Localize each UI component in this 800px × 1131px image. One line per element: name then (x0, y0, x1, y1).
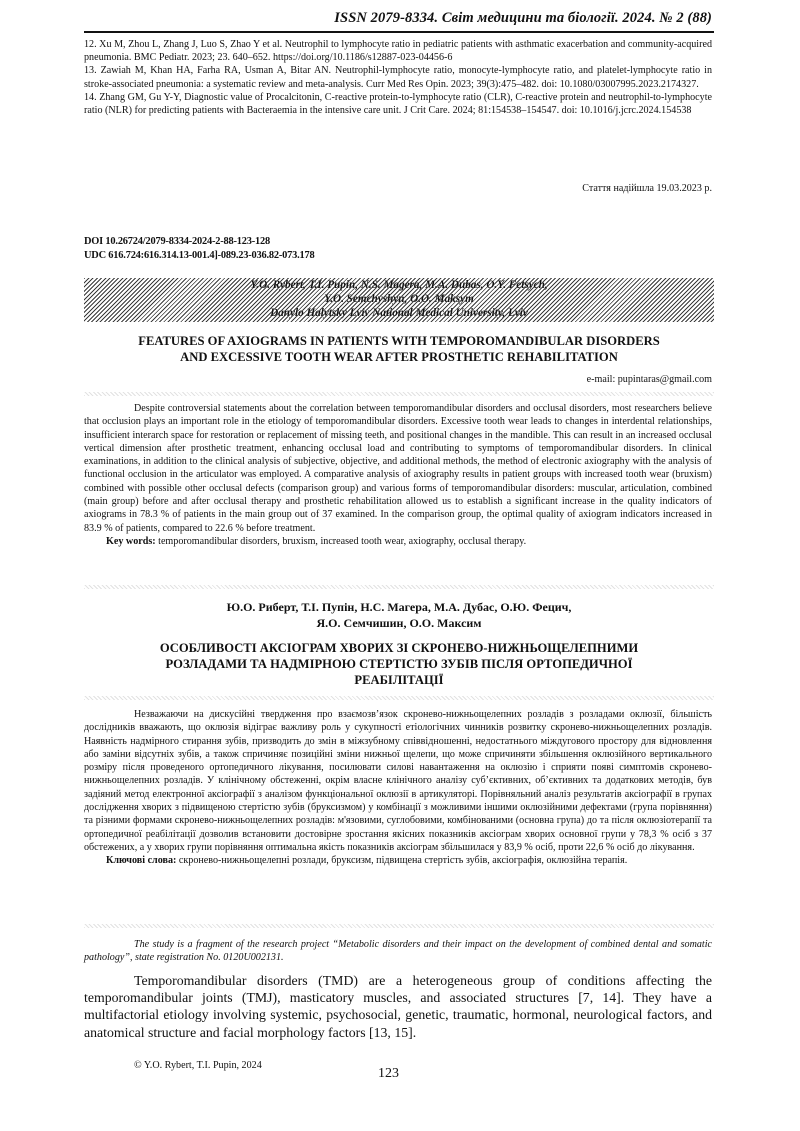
authors-block-ua (84, 600, 714, 631)
abstract-ua (84, 708, 712, 868)
authors-ua-line: Ю.О. Риберт, Т.І. Пупін, Н.С. Магера, М.А. Дубас, О.Ю. Фецич, (226, 600, 572, 614)
authors-en-line: Y.O. Rybert, T.I. Pupin, N.S. Magera, M.A. Dubas, O.Y. Fetsych, (250, 279, 548, 291)
article-title-ua (84, 640, 714, 688)
affiliation: Danylo Halytsky Lviv National Medical University, Lviv (270, 307, 528, 319)
keywords-value: скронево-нижньощелепні розлади, бруксизм, підвищена стертість зубів, аксіографія, оклюзійна терапія. (176, 855, 628, 867)
header-rule (84, 31, 714, 33)
doi: DOI 10.26724/2079-8334-2024-2-88-123-128 (84, 236, 270, 247)
article-title-en (84, 333, 714, 365)
divider (84, 696, 714, 700)
author-email: e-mail: pupintaras@gmail.com (586, 374, 712, 385)
reference-item: 13. Zawiah M, Khan HA, Farha RA, Usman A, Bitar AN. Neutrophil-lymphocyte ratio, monocyte-lymphocyte ratio, and platelet-lymphocyte ratio in stroke-associated pneumonia: a systematic review and meta-analysis. Curr Med Res Opin. 2023; 39(3):475–482. doi: 10.1080/03007995.2023.2174327. (84, 65, 712, 90)
journal-header: ISSN 2079-8334. Світ медицини та біології. 2024. № 2 (88) (334, 10, 712, 26)
divider (84, 392, 714, 396)
copyright: © Y.O. Rybert, T.I. Pupin, 2024 (134, 1060, 262, 1071)
page-number: 123 (378, 1066, 399, 1081)
received-date: Стаття надійшла 19.03.2023 р. (582, 183, 712, 194)
abstract-en-text: Despite controversial statements about the correlation between temporomandibular disorders and occlusal disorders, most researchers believe that occlusion plays an important role in the etiology of temporomandibular disorders. Excessive tooth wear leads to changes in interdental relationships, insufficient interarch space for restoration or replacement of missing teeth, and positional changes in the mandible. This can result in an increased occlusal vertical dimension after prosthetic treatment, enhancing occlusal load and contributing to symptoms of temporomandibular disorders. In clinical examinations, in addition to the clinical analysis of subjective, objective, and additional methods, the method of electronic axiography with the analysis of functional occlusion in the articulator was employed. A comparative analysis of axiography results in patient groups with increased tooth wear (bruxism) combined with possible other occlusal defects (comparison group) and various forms of temporomandibular disorders: muscular, articulation, combined (main group) before and after occlusal therapy and prosthetic rehabilitation allowed us to establish a significant increase in the quality indicators of axiograms in 78.3 % of patients in the main group out of 37 examined. In the comparison group, the optimal quality of axiogram indicators increased in 83.9 % of patients, compared to 22.6 % before treatment. (84, 403, 712, 534)
title-line: FEATURES OF AXIOGRAMS IN PATIENTS WITH TEMPOROMANDIBULAR DISORDERS (138, 334, 660, 348)
reference-item: 12. Xu M, Zhou L, Zhang J, Luo S, Zhao Y et al. Neutrophil to lymphocyte ratio in pediatric patients with asthmatic exacerbation and community-acquired pneumonia. BMC Pediatr. 2023; 23. 640–652. https://doi.org/10.1186/s12887-023-04456-6 (84, 39, 712, 64)
title-line: ОСОБЛИВОСТІ АКСІОГРАМ ХВОРИХ ЗІ СКРОНЕВО-НИЖНЬОЩЕЛЕПНИМИ (159, 641, 639, 655)
abstract-en (84, 402, 712, 548)
project-note: The study is a fragment of the research project “Metabolic disorders and their impact on the development of combined dental and somatic pathology”, state registration No. 0120U002131. (84, 939, 712, 964)
article-identifiers (84, 235, 315, 263)
keywords-label: Key words: (106, 535, 156, 547)
keywords-label: Ключові слова: (106, 855, 177, 867)
udc: UDC 616.724:616.314.13-001.4]-089.23-036.82-073.178 (84, 250, 315, 261)
keywords-value: temporomandibular disorders, bruxism, increased tooth wear, axiography, occlusal therapy. (155, 535, 527, 547)
title-line: РОЗЛАДАМИ ТА НАДМІРНОЮ СТЕРТІСТЮ ЗУБІВ ПІСЛЯ ОРТОПЕДИЧНОЇ (165, 657, 633, 671)
authors-block-en (84, 278, 714, 322)
reference-item: 14. Zhang GM, Gu Y-Y, Diagnostic value of Procalcitonin, C-reactive protein-to-lymphocyte ratio (CLR), C-reactive protein and neutrophil-to-lymphocyte ratio (NLR) for predicting patients with Bacteraemia in the intensive care unit. J Crit Care. 2024; 81:154538–154547. doi: 10.1016/j.jcrc.2024.154538 (84, 91, 712, 117)
title-line: РЕАБІЛІТАЦІЇ (354, 673, 444, 687)
title-line: AND EXCESSIVE TOOTH WEAR AFTER PROSTHETIC REHABILITATION (180, 350, 618, 364)
introduction-paragraph: Temporomandibular disorders (TMD) are a heterogeneous group of conditions affecting the temporomandibular joints (TMJ), masticatory muscles, and associated structures [7, 14]. They have a multifactorial etiology involving systemic, psychosocial, genetic, traumatic, hormonal, neurological factors, and anatomical structure and facial morphology factors [13, 15]. (84, 973, 712, 1040)
authors-ua-line: Я.О. Семчишин, О.О. Максим (316, 615, 482, 630)
authors-en-line: Y.O. Semchyshyn, O.O. Maksym (324, 293, 474, 305)
reference-list (84, 38, 712, 117)
keywords-en (84, 535, 712, 548)
abstract-ua-text: Незважаючи на дискусійні твердження про взаємозв’язок скронево-нижньощелепних розладів з розладами оклюзії, більшість дослідників вважають, що оклюзія відіграє важливу роль у сукупності етіологічних чинників розвитку скронево-нижньощелепних розладів. Наявність надмірного стирання зубів, призводить до змін в міжзубному співвідношенні, недостатнього міждугового простору для відновлення або заміни відсутніх зубів, а також спричиняє позиційні зміни нижньої щелепи, що може спричиняти збільшення оклюзійного вертикального розміру після проведеного ортопедичного лікування, посилювати силові навантаження на оклюзію і сприяти появі симптомів скронево-нижньощелепних розладів. У клінічному обстеженні, окрім власне клінічного аналізу суб’єктивних, об’єктивних та додаткових методів, був задіяний метод електронної аксіографії з аналізом функціональної оклюзії в артикуляторі. Порівняльний аналіз результатів аксіографії в групах дослідження хворих з підвищеною стертістю зубів (бруксизмом) у комбінації з можливими іншими оклюзійними дефектами (група порівняння) та різними формами скронево-нижньощелепних розладів: м'язовими, суглобовими, комбінованими (основна група) до та після оклюзіотерапії та ортопедичної реабілітації дозволив встановити достовірне зростання якісних показників аксіограм хворих основної групи у 78,3 % осіб з 37 обстежених, а у хворих групи порівняння оптимальна якість показників аксіограм збільшилася у 83,9 % осіб, проти 22,6 % осіб до лікування. (84, 709, 712, 853)
divider (84, 585, 714, 589)
divider (84, 924, 714, 928)
keywords-ua (84, 854, 712, 867)
